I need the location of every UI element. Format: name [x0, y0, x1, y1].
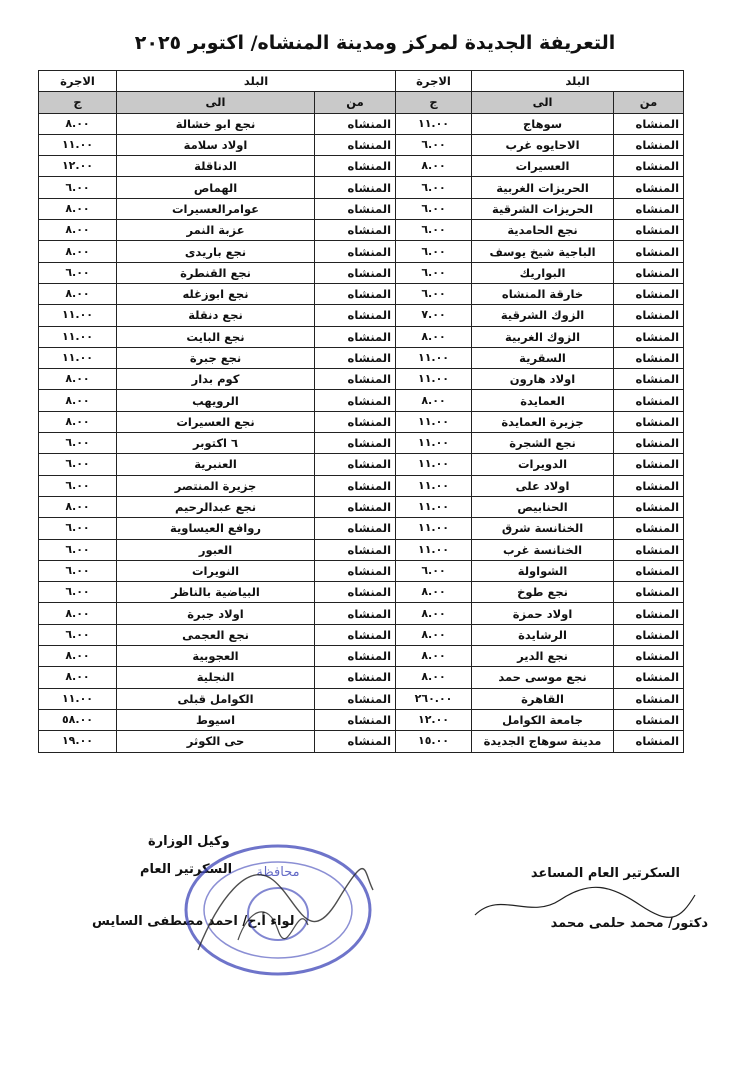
to-cell: اولاد حمزة — [472, 603, 614, 624]
sub-header-row — [39, 92, 684, 113]
to-cell: نجع الشجرة — [472, 433, 614, 454]
official-stamp — [178, 840, 378, 980]
from-cell: المنشاه — [315, 134, 396, 155]
to-cell: ٦ اكتوبر — [117, 433, 315, 454]
fare-cell: ٨.٠٠ — [39, 411, 117, 432]
table-row — [39, 731, 684, 752]
fare-cell: ٦.٠٠ — [39, 475, 117, 496]
assistant-secretary-name: دكتور/ محمد حلمى محمد — [550, 916, 708, 931]
to-cell: الحريزات الشرقية — [472, 198, 614, 219]
fare-cell: ٦.٠٠ — [39, 518, 117, 539]
group-header-row — [39, 71, 684, 92]
fare-cell: ١١.٠٠ — [39, 347, 117, 368]
to-cell: مدينة سوهاج الجديدة — [472, 731, 614, 752]
fare-cell: ٨.٠٠ — [39, 113, 117, 134]
from-cell: المنشاه — [614, 411, 684, 432]
to-cell: نجع القنطرة — [117, 262, 315, 283]
to-cell: العجوبية — [117, 646, 315, 667]
table-row — [39, 369, 684, 390]
from-cell: المنشاه — [315, 433, 396, 454]
table-row — [39, 624, 684, 645]
fare-cell: ١١.٠٠ — [396, 113, 472, 134]
from-cell: المنشاه — [315, 390, 396, 411]
fare-cell: ١١.٠٠ — [396, 411, 472, 432]
from-cell: المنشاه — [315, 731, 396, 752]
fare-cell: ٦.٠٠ — [39, 177, 117, 198]
table-row — [39, 518, 684, 539]
from-cell: المنشاه — [315, 646, 396, 667]
fare-cell: ٧.٠٠ — [396, 305, 472, 326]
to-cell: اولاد هارون — [472, 369, 614, 390]
fare-cell: ٦.٠٠ — [39, 262, 117, 283]
table-row — [39, 220, 684, 241]
from-cell: المنشاه — [614, 582, 684, 603]
table-row — [39, 560, 684, 581]
to-cell: البواريك — [472, 262, 614, 283]
from-cell: المنشاه — [315, 283, 396, 304]
fare-cell: ٦.٠٠ — [396, 283, 472, 304]
table-row — [39, 156, 684, 177]
to-cell: القاهرة — [472, 688, 614, 709]
fare-cell: ٦.٠٠ — [39, 560, 117, 581]
to-cell: الحنابيص — [472, 496, 614, 517]
fare-cell: ٨.٠٠ — [39, 390, 117, 411]
fare-cell: ٦.٠٠ — [39, 624, 117, 645]
from-cell: المنشاه — [614, 390, 684, 411]
to-cell: سوهاج — [472, 113, 614, 134]
to-cell: السقرية — [472, 347, 614, 368]
fare-cell: ١١.٠٠ — [396, 518, 472, 539]
to-cell: الكوامل قبلى — [117, 688, 315, 709]
to-cell: الحريزات الغربية — [472, 177, 614, 198]
to-cell: الرويهب — [117, 390, 315, 411]
fare-cell: ١١.٠٠ — [39, 688, 117, 709]
to-cell: جزيرة العمايدة — [472, 411, 614, 432]
signature-right-scribble — [470, 880, 700, 930]
fare-cell: ٨.٠٠ — [39, 198, 117, 219]
from-cell: المنشاه — [614, 731, 684, 752]
currency-header-left: ج — [39, 92, 117, 113]
table-row — [39, 113, 684, 134]
from-cell: المنشاه — [315, 156, 396, 177]
fare-cell: ٨.٠٠ — [396, 624, 472, 645]
fare-cell: ١١.٠٠ — [39, 134, 117, 155]
fare-cell: ٨.٠٠ — [396, 156, 472, 177]
table-row — [39, 475, 684, 496]
page-title: التعريفة الجديدة لمركز ومدينة المنشاه/ اكتوبر ٢٠٢٥ — [134, 32, 616, 54]
to-cell: الزوك الشرقية — [472, 305, 614, 326]
to-cell: اولاد سلامة — [117, 134, 315, 155]
fare-cell: ٦.٠٠ — [396, 177, 472, 198]
to-cell: نجع موسى حمد — [472, 667, 614, 688]
from-cell: المنشاه — [315, 347, 396, 368]
to-cell: الرشايدة — [472, 624, 614, 645]
table-row — [39, 134, 684, 155]
fare-cell: ١١.٠٠ — [396, 454, 472, 475]
to-cell: نجع دنقلة — [117, 305, 315, 326]
fare-cell: ١١.٠٠ — [39, 305, 117, 326]
table-row — [39, 667, 684, 688]
from-cell: المنشاه — [315, 177, 396, 198]
from-cell: المنشاه — [315, 603, 396, 624]
fare-cell: ٨.٠٠ — [39, 603, 117, 624]
fare-cell: ٨.٠٠ — [39, 283, 117, 304]
secretary-general-title: السكرتير العام — [140, 862, 233, 877]
fare-cell: ١١.٠٠ — [396, 369, 472, 390]
to-cell: نجع العسيرات — [117, 411, 315, 432]
from-cell: المنشاه — [315, 369, 396, 390]
fare-cell: ٦.٠٠ — [39, 539, 117, 560]
to-cell: العنبرية — [117, 454, 315, 475]
from-cell: المنشاه — [614, 283, 684, 304]
fare-cell: ١٥.٠٠ — [396, 731, 472, 752]
from-cell: المنشاه — [614, 198, 684, 219]
fare-header-left: الاجرة — [39, 71, 117, 92]
from-cell: المنشاه — [614, 262, 684, 283]
to-cell: جامعة الكوامل — [472, 709, 614, 730]
fare-table — [38, 70, 684, 753]
to-cell: خارقة المنشاه — [472, 283, 614, 304]
table-row — [39, 688, 684, 709]
from-cell: المنشاه — [614, 134, 684, 155]
from-cell: المنشاه — [315, 241, 396, 262]
fare-cell: ٦.٠٠ — [396, 134, 472, 155]
fare-cell: ٨.٠٠ — [396, 326, 472, 347]
from-cell: المنشاه — [315, 262, 396, 283]
fare-cell: ٨.٠٠ — [39, 241, 117, 262]
secretary-general-name: لواء أ.ح/ احمد مصطفى السايس — [92, 914, 295, 929]
from-header-right: من — [614, 92, 684, 113]
table-row — [39, 539, 684, 560]
group-header-left: البلد — [117, 71, 396, 92]
fare-cell: ٨.٠٠ — [39, 667, 117, 688]
fare-cell: ٦.٠٠ — [396, 262, 472, 283]
table-row — [39, 390, 684, 411]
to-cell: جزيرة المنتصر — [117, 475, 315, 496]
fare-cell: ١٢.٠٠ — [39, 156, 117, 177]
table-row — [39, 198, 684, 219]
from-cell: المنشاه — [614, 241, 684, 262]
from-cell: المنشاه — [315, 709, 396, 730]
to-cell: الخنانسة غرب — [472, 539, 614, 560]
to-cell: نجع الحامدية — [472, 220, 614, 241]
fare-cell: ٨.٠٠ — [396, 667, 472, 688]
group-header-right: البلد — [472, 71, 684, 92]
to-cell: البياضية بالناظر — [117, 582, 315, 603]
from-cell: المنشاه — [614, 496, 684, 517]
table-row — [39, 305, 684, 326]
from-cell: المنشاه — [315, 326, 396, 347]
to-cell: العبور — [117, 539, 315, 560]
from-cell: المنشاه — [614, 454, 684, 475]
from-cell: المنشاه — [315, 220, 396, 241]
from-cell: المنشاه — [614, 177, 684, 198]
to-cell: الهماص — [117, 177, 315, 198]
from-cell: المنشاه — [614, 624, 684, 645]
from-cell: المنشاه — [614, 475, 684, 496]
fare-cell: ١٢.٠٠ — [396, 709, 472, 730]
from-cell: المنشاه — [614, 220, 684, 241]
from-cell: المنشاه — [614, 709, 684, 730]
from-cell: المنشاه — [614, 539, 684, 560]
from-cell: المنشاه — [315, 560, 396, 581]
to-cell: اولاد جبرة — [117, 603, 315, 624]
currency-header-right: ج — [396, 92, 472, 113]
from-cell: المنشاه — [614, 688, 684, 709]
from-cell: المنشاه — [614, 603, 684, 624]
to-cell: عزبة النمر — [117, 220, 315, 241]
table-row — [39, 496, 684, 517]
from-cell: المنشاه — [614, 667, 684, 688]
to-cell: الشواولة — [472, 560, 614, 581]
fare-cell: ٨.٠٠ — [396, 646, 472, 667]
from-cell: المنشاه — [614, 433, 684, 454]
fare-cell: ٨.٠٠ — [396, 582, 472, 603]
from-cell: المنشاه — [315, 624, 396, 645]
fare-cell: ٢٦٠.٠٠ — [396, 688, 472, 709]
table-row — [39, 283, 684, 304]
from-cell: المنشاه — [315, 475, 396, 496]
fare-header-right: الاجرة — [396, 71, 472, 92]
fare-cell: ١١.٠٠ — [396, 539, 472, 560]
table-row — [39, 709, 684, 730]
table-row — [39, 411, 684, 432]
to-cell: الدويرات — [472, 454, 614, 475]
fare-cell: ١٩.٠٠ — [39, 731, 117, 752]
fare-cell: ٦.٠٠ — [396, 198, 472, 219]
fare-cell: ١١.٠٠ — [396, 475, 472, 496]
fare-cell: ٦.٠٠ — [39, 433, 117, 454]
to-cell: حى الكوثر — [117, 731, 315, 752]
fare-cell: ١١.٠٠ — [396, 496, 472, 517]
to-cell: الدناقلة — [117, 156, 315, 177]
table-row — [39, 646, 684, 667]
from-cell: المنشاه — [315, 411, 396, 432]
to-cell: اولاد على — [472, 475, 614, 496]
from-cell: المنشاه — [614, 646, 684, 667]
fare-cell: ٨.٠٠ — [39, 220, 117, 241]
from-cell: المنشاه — [315, 539, 396, 560]
table-row — [39, 326, 684, 347]
fare-cell: ٨.٠٠ — [39, 496, 117, 517]
fare-cell: ١١.٠٠ — [396, 433, 472, 454]
from-cell: المنشاه — [614, 347, 684, 368]
to-header-right: الى — [472, 92, 614, 113]
to-cell: الخنانسة شرق — [472, 518, 614, 539]
fare-cell: ١١.٠٠ — [39, 326, 117, 347]
to-cell: العسيرات — [472, 156, 614, 177]
from-cell: المنشاه — [315, 454, 396, 475]
from-cell: المنشاه — [315, 496, 396, 517]
from-cell: المنشاه — [614, 560, 684, 581]
from-cell: المنشاه — [315, 518, 396, 539]
table-row — [39, 603, 684, 624]
fare-cell: ٨.٠٠ — [396, 603, 472, 624]
to-cell: روافع العيساوية — [117, 518, 315, 539]
fare-cell: ١١.٠٠ — [396, 347, 472, 368]
to-cell: نجع ابو خشالة — [117, 113, 315, 134]
table-row — [39, 262, 684, 283]
to-cell: العمايدة — [472, 390, 614, 411]
to-cell: نجع البايت — [117, 326, 315, 347]
to-cell: النويرات — [117, 560, 315, 581]
stamp-text: محافظة — [256, 865, 300, 880]
from-cell: المنشاه — [315, 667, 396, 688]
to-cell: نجع جبرة — [117, 347, 315, 368]
to-cell: نجع الدير — [472, 646, 614, 667]
from-cell: المنشاه — [315, 688, 396, 709]
to-cell: النجلية — [117, 667, 315, 688]
to-cell: نجع العجمى — [117, 624, 315, 645]
from-cell: المنشاه — [614, 369, 684, 390]
to-cell: الاحايوه غرب — [472, 134, 614, 155]
to-cell: نجع طوخ — [472, 582, 614, 603]
fare-cell: ٦.٠٠ — [396, 241, 472, 262]
from-cell: المنشاه — [614, 518, 684, 539]
to-cell: نجع باريدى — [117, 241, 315, 262]
to-cell: الزوك الغربية — [472, 326, 614, 347]
fare-cell: ٨.٠٠ — [39, 369, 117, 390]
undersecretary-title: وكيل الوزارة — [148, 834, 230, 849]
from-header-left: من — [315, 92, 396, 113]
fare-cell: ٦.٠٠ — [396, 220, 472, 241]
to-header-left: الى — [117, 92, 315, 113]
from-cell: المنشاه — [614, 156, 684, 177]
fare-cell: ٨.٠٠ — [39, 646, 117, 667]
to-cell: نجع ابوزغله — [117, 283, 315, 304]
table-row — [39, 433, 684, 454]
table-row — [39, 582, 684, 603]
to-cell: عوامرالعسيرات — [117, 198, 315, 219]
to-cell: كوم بدار — [117, 369, 315, 390]
from-cell: المنشاه — [315, 198, 396, 219]
to-cell: الباجية شيخ يوسف — [472, 241, 614, 262]
fare-cell: ٨.٠٠ — [396, 390, 472, 411]
table-row — [39, 454, 684, 475]
fare-cell: ٦.٠٠ — [39, 454, 117, 475]
from-cell: المنشاه — [614, 113, 684, 134]
table-row — [39, 347, 684, 368]
to-cell: اسيوط — [117, 709, 315, 730]
table-row — [39, 241, 684, 262]
to-cell: نجع عبدالرحيم — [117, 496, 315, 517]
from-cell: المنشاه — [315, 582, 396, 603]
from-cell: المنشاه — [315, 305, 396, 326]
fare-cell: ٦.٠٠ — [396, 560, 472, 581]
from-cell: المنشاه — [614, 305, 684, 326]
fare-cell: ٥٨.٠٠ — [39, 709, 117, 730]
from-cell: المنشاه — [614, 326, 684, 347]
assistant-secretary-title: السكرتير العام المساعد — [530, 866, 680, 881]
table-row — [39, 177, 684, 198]
fare-cell: ٦.٠٠ — [39, 582, 117, 603]
from-cell: المنشاه — [315, 113, 396, 134]
